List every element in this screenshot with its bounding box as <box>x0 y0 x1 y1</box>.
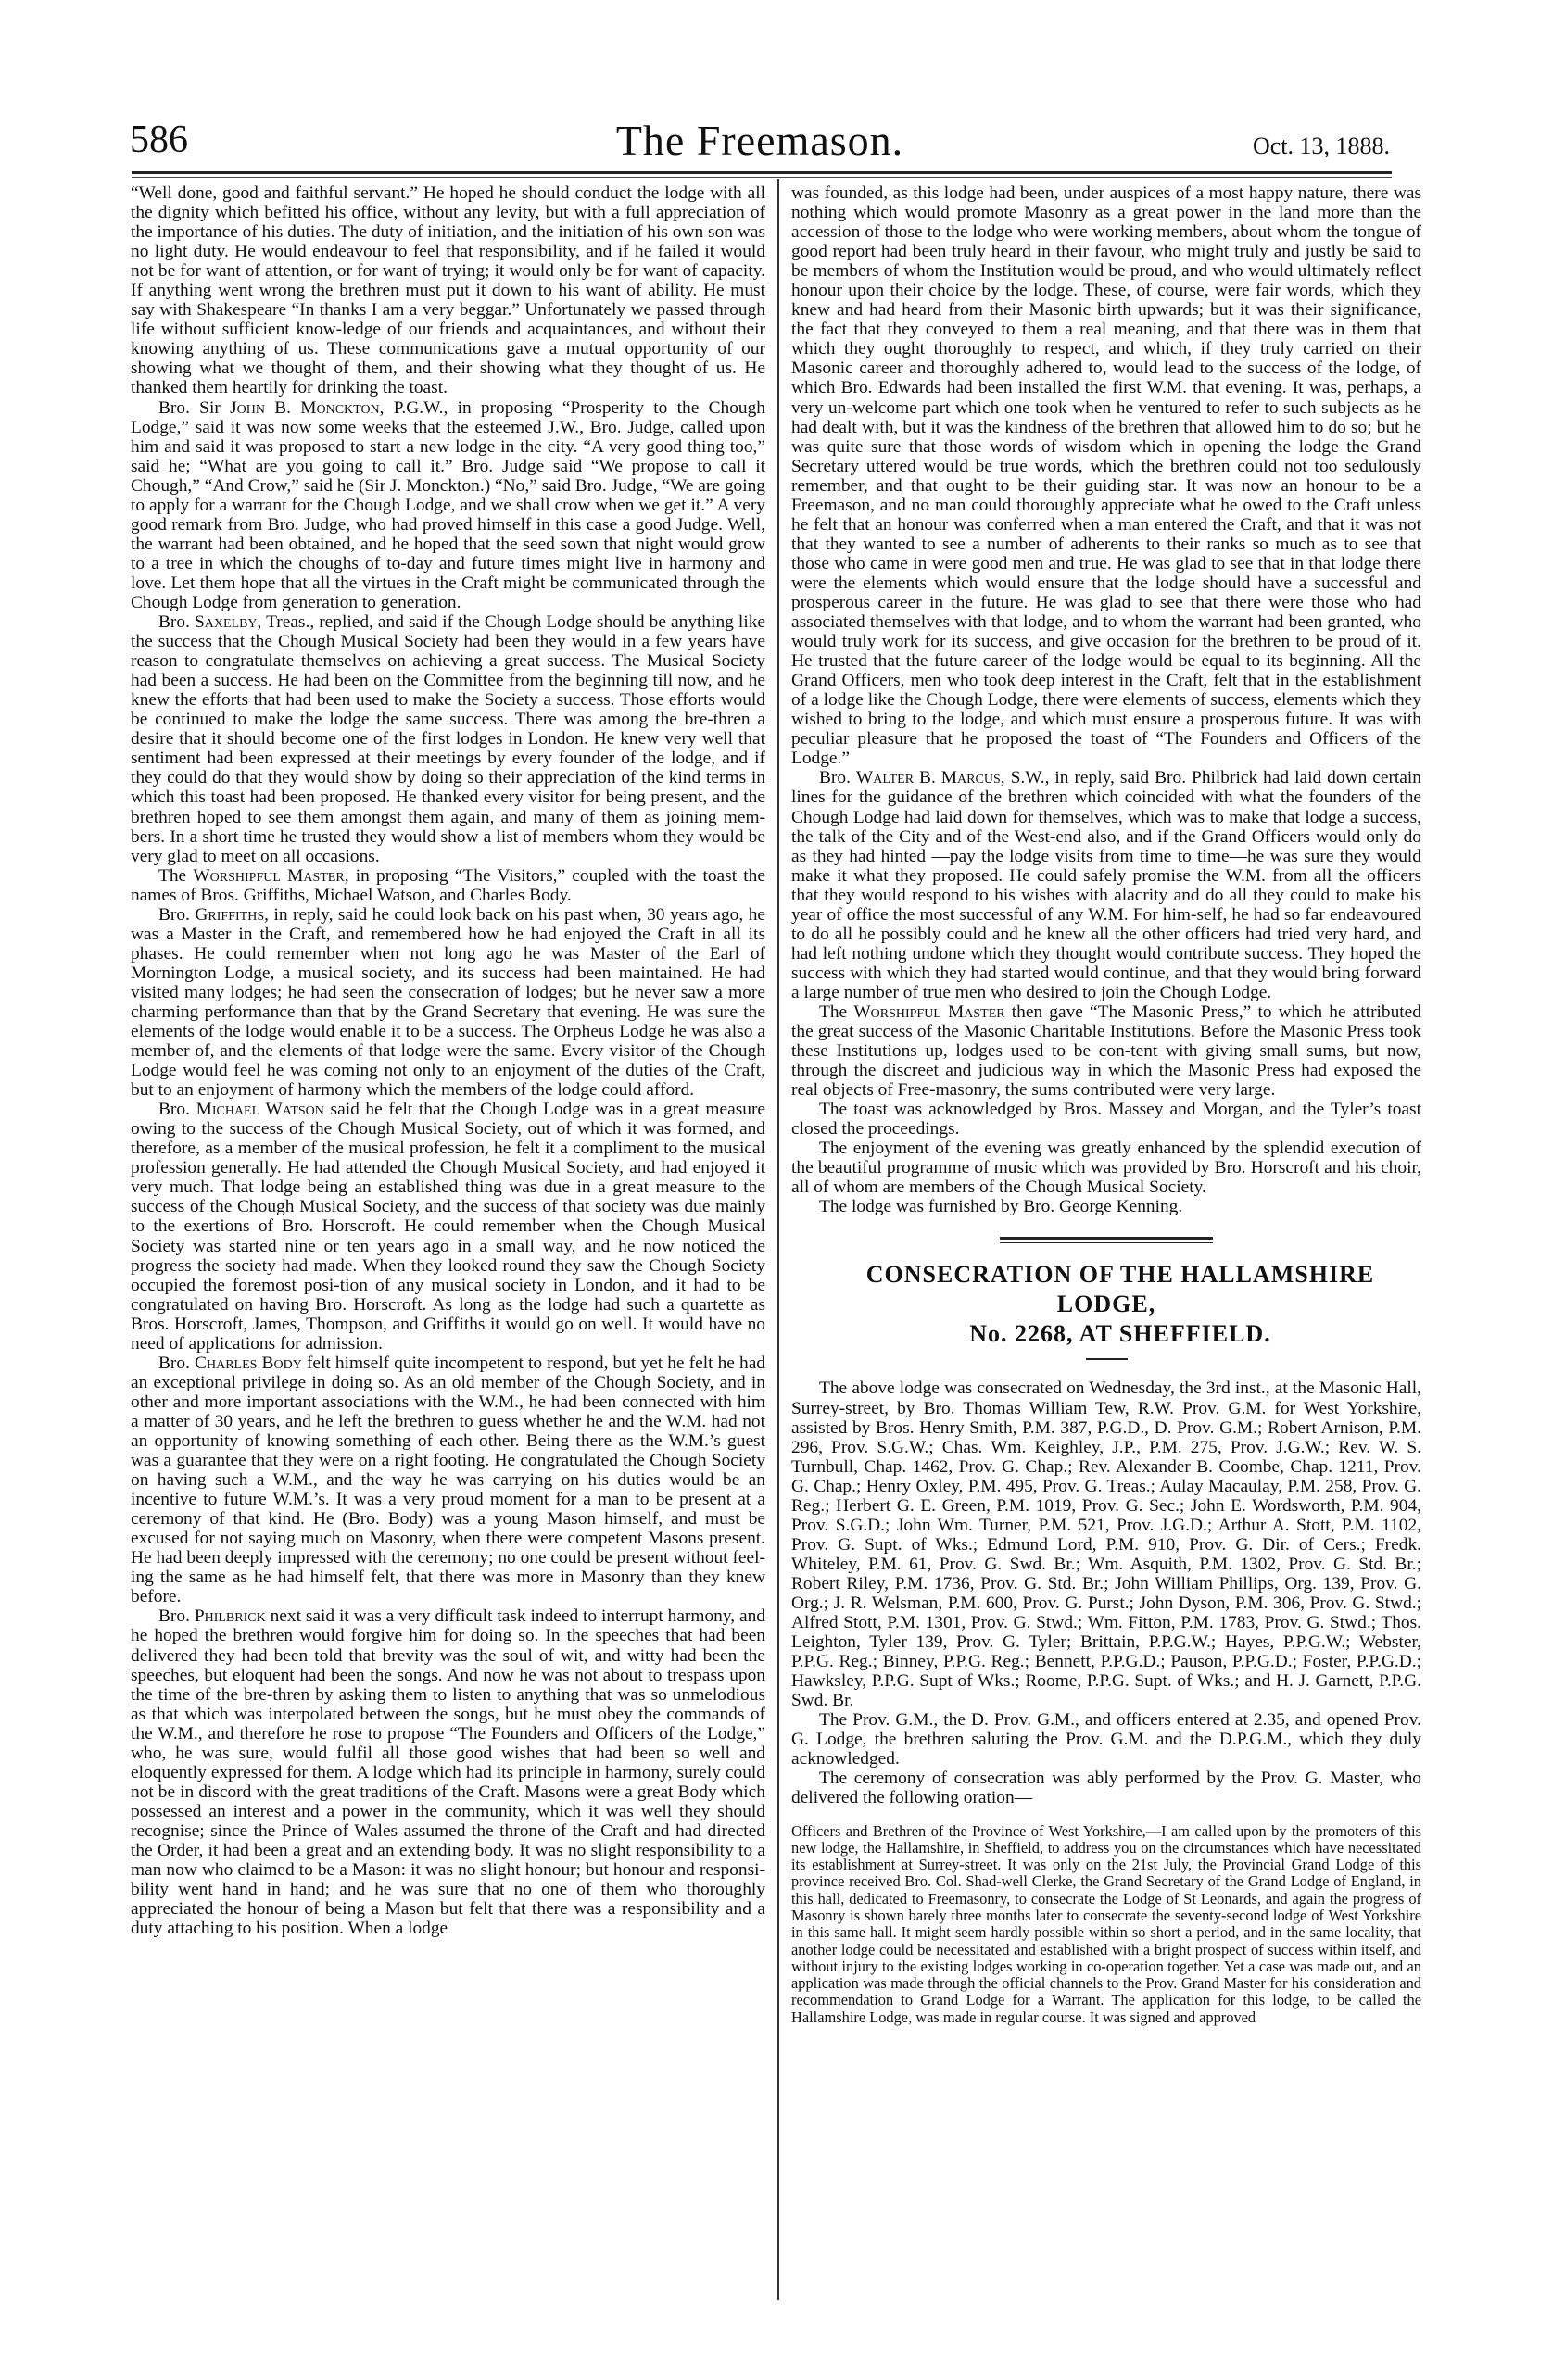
text: , in proposing “The Visitors,” coupled with the toast the names of Bros. Griffiths, Michael Watson, and Charles Body. <box>131 865 765 905</box>
newspaper-title: The Freemason. <box>615 117 904 164</box>
text: The <box>158 865 194 886</box>
speaker-name: Charles Body <box>195 1353 302 1373</box>
paragraph <box>131 1100 765 1354</box>
paragraph <box>131 612 765 866</box>
paragraph: The lodge was furnished by Bro. George Kenning. <box>819 1197 1183 1217</box>
right-column <box>791 183 1421 2026</box>
article-heading: CONSECRATION OF THE HALLAMSHIRE LODGE, <box>865 1261 1375 1318</box>
speaker-name: Saxelby <box>194 612 258 633</box>
oration-text: Officers and Brethren of the Province of West Yorkshire,—I am called upon by the promoters of this new lodge, the Hallamshire, in Sheffield, to address you on the circumstances which have necessitated its establishment at Surrey-street. It was only on the 21st July, the Provincial Grand Lodge of this province received Bro. Col. Shad-well Clerke, the Grand Secretary of the Grand Lodge of England, in this hall, dedicated to Freemasonry, to consecrate the Lodge of St Leonards, and again the progress of Masonry is shown barely three months later to consecrate the seventy-second lodge of West Yorkshire in this same hall. It might seem hardly possible within so short a period, and in the same locality, that another lodge could be necessitated and established with a bright prospect of success within itself, and without injury to the existing lodges working in co-operation together. Yet a case was made out, and an application was made through the official channels to the Prov. Grand Master for his consideration and recommendation to Grand Lodge for a Warrant. The application for this lodge, to be called the Hallamshire Lodge, was made in regular course. It was signed and approved <box>791 1821 1421 2026</box>
paragraph <box>791 1002 1421 1100</box>
oration-block <box>791 1823 1421 2027</box>
left-column <box>131 183 765 1938</box>
paragraph <box>131 398 765 613</box>
paragraph <box>131 866 765 905</box>
heading-rule <box>1086 1358 1128 1360</box>
paragraph: The ceremony of consecration was ably performed by the Prov. G. Master, who delivered the following oration— <box>791 1769 1421 1808</box>
paragraph: The above lodge was consecrated on Wednesday, the 3rd inst., at the Masonic Hall, Surrey-street, by Bro. Thomas William Tew, R.W. Prov. G.M. for West Yorkshire, assisted by Bros. Henry Smith, P.M. 387, P.G.D., D. Prov. G.M.; Robert Arnison, P.M. 296, Prov. S.G.W.; Chas. Wm. Keighley, J.P., P.M. 275, Prov. J.G.W.; Rev. W. S. Turnbull, Chap. 1462, Prov. G. Chap.; Rev. Alexander B. Coombe, Chap. 1211, Prov. G. Chap.; Henry Oxley, P.M. 495, Prov. G. Treas.; Aulay Macaulay, P.M. 258, Prov. G. Reg.; Herbert G. E. Green, P.M. 1019, Prov. G. Sec.; John E. Wordsworth, P.M. 904, Prov. S.G.D.; John Wm. Turner, P.M. 521, Prov. J.G.D.; Arthur A. Stott, P.M. 1102, Prov. G. Supt. of Wks.; Edmund Lord, P.M. 910, Prov. G. Dir. of Cers.; Fredk. Whiteley, P.M. 61, Prov. G. Swd. Br.; Wm. Asquith, P.M. 1302, Prov. G. Std. Br.; Robert Riley, P.M. 1736, Prov. G. Std. Br.; John William Phillips, Org. 139, Prov. G. Org.; J. R. Welsman, P.M. 600, Prov. G. Purst.; John Dyson, P.M. 306, Prov. G. Stwd.; Alfred Stott, P.M. 1301, Prov. G. Stwd.; Wm. Fitton, P.M. 1783, Prov. G. Stwd.; Thos. Leighton, Tyler 139, Prov. G. Tyler; Brittain, P.P.G.W.; Hayes, P.P.G.W.; Webster, P.P.G. Reg.; Binney, P.P.G. Reg.; Bennett, P.P.G.D.; Pauson, P.P.G.D.; Foster, P.P.G.D.; Hawksley, P.P.G. Supt of Wks.; Roome, P.P.G. Supt. of Wks.; and H. J. Garnett, P.P.G. Swd. Br. <box>791 1379 1421 1711</box>
speaker-name: Philbrick <box>194 1606 266 1627</box>
text: next said it was a very difficult task indeed to interrupt harmony, and he hoped the brethren would forgive him for doing so. In the speeches that had been delivered they had been told that brevity was the soul of wit, and witty had been the speeches, but eloquent had been the songs. And now he was not about to trespass upon the time of the bre-thren by asking them to listen to anything that was so unmelodious as that which was interpolated between the songs, but he must obey the commands of the W.M., and therefore he rose to propose “The Founders and Officers of the Lodge,” who, he was sure, would fulfil all those good wishes that had been so well and eloquently expressed for them. A lodge which had its principle in harmony, surely could not be in discord with the great traditions of the Craft. Masons were a great Body which possessed an interest and a power in the community, which it was well they should recognise; since the Prince of Wales assumed the throne of the Craft and had directed the Order, it had been a great and an extending body. It was no slight responsibility to a man now who claimed to be a Mason: it was no slight honour; but honour and responsi-bility went hand in hand; and he was sure that no one of them who thoroughly appreciated the honour of being a Mason but felt that there was a responsibility and a duty attaching to his position. When a lodge <box>131 1606 766 1939</box>
issue-date: Oct. 13, 1888. <box>1252 132 1390 159</box>
paragraph: The toast was acknowledged by Bros. Massey and Morgan, and the Tyler’s toast closed the proceedings. <box>791 1100 1421 1140</box>
text: , S.W., in reply, said Bro. Philbrick had laid down certain lines for the guidance of the brethren which coincided with what the founders of the Chough Lodge had laid down for themselves, which was to make that lodge a success, the talk of the City and of the West-end also, and if the Grand Officers would only do as they had hinted —pay the lodge visits from time to time—he was sure they would make it what they proposed. He could safely promise the W.M. from all the officers that they would respond to his wishes with alacrity and do all they could to make his year of office the most successful of any W.M. For him-self, he had so far endeavoured to do all he possibly could and he knew all the other officers had tried very hard, and had left nothing undone which they thought would contribute success. They hoped the success with which they had started would continue, and that they would bring forward a large number of true men who desired to join the Chough Lodge. <box>791 768 1421 1002</box>
paragraph: The enjoyment of the evening was greatly enhanced by the splendid execution of the beautiful programme of music which was provided by Bro. Horscroft and his choir, all of whom are members of the Chough Musical Society. <box>791 1139 1421 1198</box>
text: then gave “The Masonic Press,” to which he attributed the great success of the Masonic Charitable Institutions. Before the Masonic Press took these Institutions up, lodges used to be con-tent with giving small sums, but now, through the discreet and judicious way in which the Masonic Press had exposed the real objects of Free-masonry, the sums contributed were very large. <box>791 1001 1421 1101</box>
paragraph <box>131 1354 765 1607</box>
speaker-name: Worshipful Master <box>193 865 345 886</box>
paragraph <box>791 768 1421 1002</box>
paragraph <box>131 905 765 1100</box>
text: Bro. <box>158 612 195 633</box>
text: , P.G.W., in proposing “Prosperity to the Chough Lodge,” said it was now some weeks that the esteemed J.W., Bro. Judge, called upon him and said it was proposed to start a new lodge in the city. “A very good thing too,” said he; “What are you going to call it.” Bro. Judge said “We propose to call it Chough,” “And Crow,” said he (Sir J. Monckton.) “No,” said Bro. Judge, “We are going to apply for a warrant for the Chough Lodge, and we shall crow when we get it.” A very good remark from Bro. Judge, who had proved himself in this case a good Judge. Well, the warrant had been obtained, and he hoped that the seed sown that night would grow to a tree in which the choughs of to-day and future times might live in harmony and love. Let them hope that all the virtues in the Craft might be communicated through the Chough Lodge from generation to generation. <box>131 397 765 612</box>
header-rule-thin <box>132 177 1392 178</box>
section-separator <box>1000 1237 1213 1243</box>
text: , in reply, said he could look back on his past when, 30 years ago, he was a Master in the Craft, and remembered how he had enjoyed the Craft in all its phases. He could remember when not long ago he was Master of the Earl of Mornington Lodge, a musical society, and its success had been maintained. He had visited many lodges; he had seen the consecration of lodges; but he never saw a more charming performance than that by the Grand Secretary that evening. He was sure the elements of the lodge would enable it to be a success. The Orpheus Lodge he was also a member of, and the elements of that lodge were the same. Every visitor of the Chough Lodge would feel he was coming not only to an enjoyment of the duties of the Craft, but to an enjoyment of harmony which the members of the lodge could afford. <box>131 904 765 1101</box>
text: Bro. Sir <box>158 397 231 418</box>
article-subheading: No. 2268, AT SHEFFIELD. <box>969 1320 1271 1348</box>
text: Bro. <box>158 1353 196 1373</box>
page-number: 586 <box>130 119 188 161</box>
speaker-name: John B. Monckton <box>230 397 380 418</box>
column-divider <box>777 179 779 2300</box>
text: felt himself quite incompetent to respond, but yet he felt he had an exceptional privilege in doing so. As an old member of the Chough Society, and in other and more important associations with the W.M., he had been connected with him a matter of 30 years, and he left the brethren to guess whether he and the W.M. had not an opportunity of knowing something of each other. Being there as the W.M.’s guest was a guarantee that they were on a right footing. He congratulated the Chough Society on having such a W.M., and the way he was carrying on his duties would be an incentive to future W.M.’s. It was a very proud moment for a man to be present at a ceremony of that kind. He (Bro. Body) was a young Mason himself, and must be excused for not saying much on Masonry, when there were competent Masons present. He had been deeply impressed with the ceremony; no one could be present without feel-ing the same as he had himself felt, that there was more in Masonry than they knew before. <box>131 1353 765 1607</box>
speaker-name: Worshipful Master <box>853 1001 1005 1022</box>
text: The <box>819 1001 854 1022</box>
text: Bro. <box>158 1100 196 1120</box>
text: Bro. <box>158 1606 195 1627</box>
text: , Treas., replied, and said if the Chough Lodge should be anything like the success that the Chough Musical Society had been they would in a few years have reason to congratulate themselves on achieving a great success. The Musical Society had been a success. He had been on the Committee from the beginning till now, and he knew the efforts that had been used to make the Society a success. Those efforts would be continued to make the lodge the same success. There was among the bre-thren a desire that it should become one of the first lodges in London. He knew very well that sentiment had been expressed at their meetings by every founder of the lodge, and if they could do that they would show by doing so their appreciation of the kind terms in which this toast had been proposed. He thanked every visitor for being present, and the brethren hoped to see them amongst them again, and many of them as joining mem-bers. In a short time he trusted they would show a list of members whom they would be very glad to meet on all occasions. <box>131 612 766 866</box>
paragraph: The Prov. G.M., the D. Prov. G.M., and officers entered at 2.35, and opened Prov. G. Lodge, the brethren saluting the Prov. G.M. and the D.P.G.M., which they duly acknowledged. <box>791 1710 1421 1769</box>
speaker-name: Griffiths <box>195 904 265 925</box>
text: Bro. <box>819 768 856 788</box>
header-rule <box>132 171 1392 174</box>
text: said he felt that the Chough Lodge was in a great measure owing to the success of the Chough Musical Society, out of which it was formed, and therefore, as a member of the musical profession, he felt it a compliment to the musical profession generally. He had attended the Chough Musical Society, and had enjoyed it very much. That lodge being an established thing was due in a great measure to the success of the Chough Musical Society, and the success of that society was due mainly to the exertions of Bro. Horscroft. He could remember when the Chough Musical Society was started nine or ten years ago in a small way, and he now noticed the progress the society had made. When they looked round they saw the Chough Society occupied the foremost posi-tion of any musical society in London, and it had to be congratulated on having Bro. Horscroft. As long as the lodge had such a quartette as Bros. Horscroft, James, Thompson, and Griffiths it would go on well. It would have no need of applications for admission. <box>131 1100 766 1354</box>
speaker-name: Walter B. Marcus <box>855 768 1001 788</box>
paragraph <box>131 1606 765 1938</box>
speaker-name: Michael Watson <box>196 1100 324 1120</box>
paragraph: “Well done, good and faithful servant.” He hoped he should conduct the lodge with all the dignity which befitted his office, without any levity, but with a full appreciation of the importance of his duties. The duty of initiation, and the initiation of his own son was no light duty. He would endeavour to feel that responsibility, and if he failed it would not be for want of attention, or for want of trying; it would only be for want of capacity. If anything went wrong the brethren must put it down to his want of ability. He must say with Shakespeare “In thanks I am a very beggar.” Unfortunately we passed through life without sufficient know-ledge of our friends and acquaintances, and without their knowing anything of us. These communications gave a mutual opportunity of our showing what we thought of them, and their showing what they thought of us. He thanked them heartily for drinking the toast. <box>131 183 765 398</box>
paragraph: was founded, as this lodge had been, under auspices of a most happy nature, there was nothing which would promote Masonry as a great power in the land more than the accession of those to the lodge who were working members, about whom the tongue of good report had been truly heard in their favour, who might truly and justly be said to be members of whom the Institution would be proud, and who would ultimately reflect honour upon their choice by the lodge. These, of course, were fair words, which they knew and had heard from their Masonic birth upwards; but it was their significance, the fact that they conveyed to them a real meaning, and that there was in them that which they ought thoroughly to respect, and which, if they truly carried on their Masonic career and thoroughly adhered to, would lead to the success of the lodge, of which Bro. Edwards had been installed the first W.M. that evening. It was, perhaps, a very un-welcome part which one took when he ventured to refer to such subjects as he had dealt with, but it was the kindness of the brethren that allowed him to do so; but he was quite sure that those words of wisdom which in opening the lodge the Grand Secretary uttered would be true words, which the brethren could not too sedulously remember, and that ought to be their guiding star. It was now an honour to be a Freemason, and no man could thoroughly appreciate what he owed to the Craft unless he felt that an honour was conferred when a man entered the Craft, and that it was not that they wanted to see a number of adherents to their ranks so much as to see that those who came in were good men and true. He was glad to see that in that lodge there were the elements which would ensure that the lodge should have a successful and prosperous career in the future. He was glad to see that there were those who had associated themselves with that lodge, and to whom the warrant had been granted, who would truly work for its success, and give occasion for the brethren to be proud of it. He trusted that the future career of the lodge would be equal to its beginning. All the Grand Officers, men who took deep interest in the Craft, felt that in the establishment of a lodge like the Chough Lodge, there were elements of success, elements which they wished to bring to the lodge, and which must ensure a prosperous future. It was with peculiar pleasure that he proposed the toast of “The Founders and Officers of the Lodge.” <box>791 183 1421 769</box>
text: Bro. <box>158 904 196 925</box>
